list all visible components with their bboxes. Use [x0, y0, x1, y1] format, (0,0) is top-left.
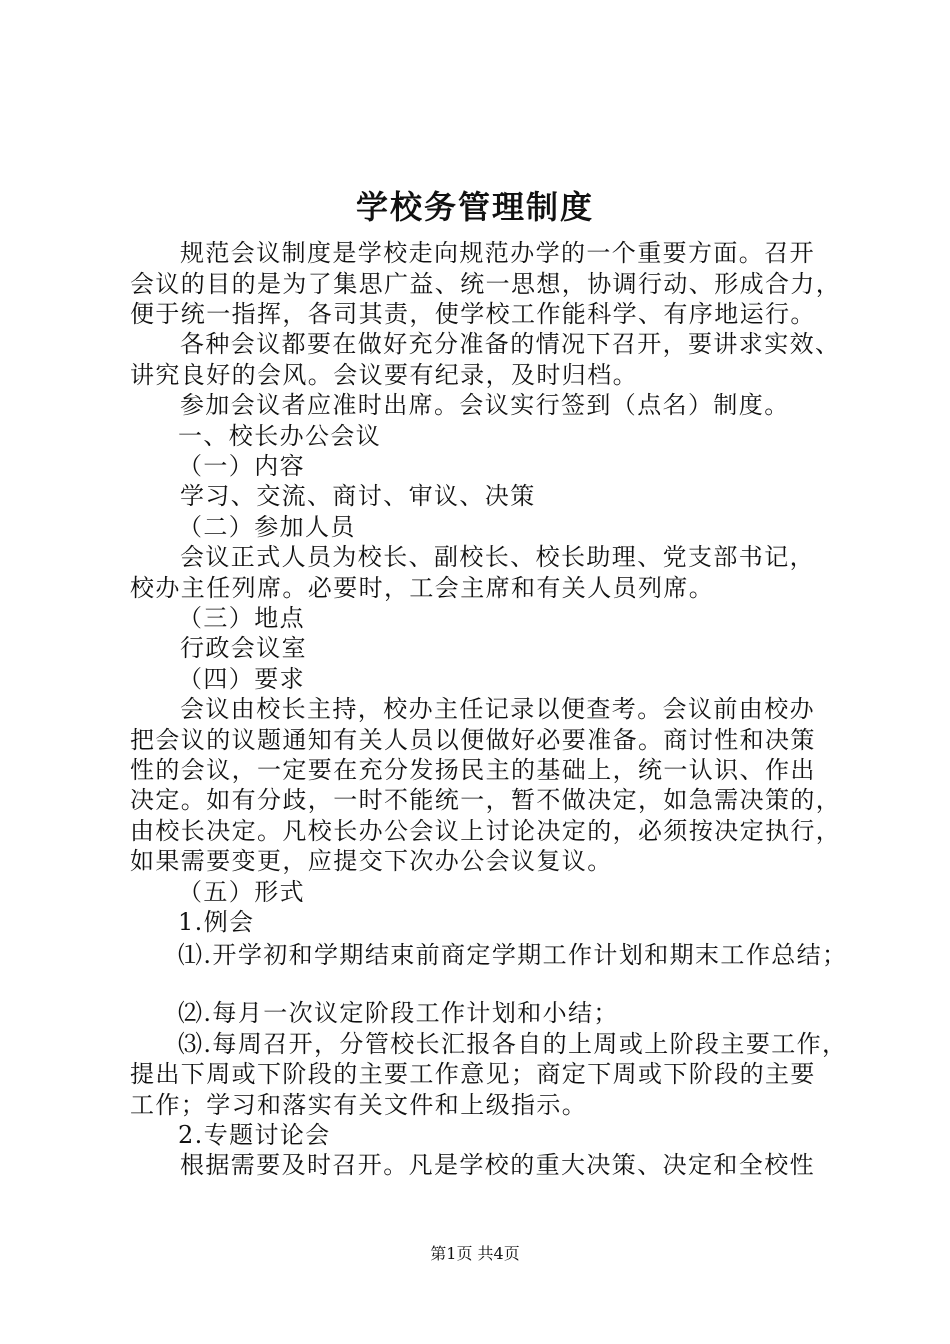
body-line: 会议正式人员为校长、副校长、校长助理、党支部书记，	[180, 543, 815, 571]
body-line: 讲究良好的会风。会议要有纪录，及时归档。	[130, 361, 638, 389]
body-line: 便于统一指挥，各司其责，使学校工作能科学、有序地运行。	[130, 300, 816, 328]
list-item: ⑴.开学初和学期结束前商定学期工作计划和期末工作总结；	[178, 941, 848, 969]
list-item: ⑶.每周召开，分管校长汇报各自的上周或上阶段主要工作，	[178, 1030, 848, 1058]
section-heading: 一、校长办公会议	[178, 422, 382, 450]
body-line: 提出下周或下阶段的主要工作意见；商定下周或下阶段的主要	[130, 1060, 816, 1088]
body-line: 校办主任列席。必要时，工会主席和有关人员列席。	[130, 574, 715, 602]
subsection-heading: （三）地点	[178, 604, 305, 632]
subsection-heading: （一）内容	[178, 452, 305, 480]
body-line: 参加会议者应准时出席。会议实行签到（点名）制度。	[180, 391, 790, 419]
body-line: 由校长决定。凡校长办公会议上讨论决定的，必须按决定执行，	[130, 817, 842, 845]
subsection-heading: （二）参加人员	[178, 513, 356, 541]
body-line: 规范会议制度是学校走向规范办学的一个重要方面。召开	[180, 239, 815, 267]
body-line: 会议的目的是为了集思广益、统一思想，协调行动、形成合力，	[130, 270, 842, 298]
body-line: 学习、交流、商讨、审议、决策	[180, 482, 536, 510]
list-item: ⑵.每月一次议定阶段工作计划和小结；	[178, 999, 619, 1027]
list-heading: 1.例会	[178, 908, 255, 936]
body-line: 工作；学习和落实有关文件和上级指示。	[130, 1091, 588, 1119]
body-line: 性的会议，一定要在充分发扬民主的基础上，统一认识、作出	[130, 756, 816, 784]
body-line: 决定。如有分歧，一时不能统一，暂不做决定，如急需决策的，	[130, 786, 842, 814]
body-line: 会议由校长主持，校办主任记录以便查考。会议前由校办	[180, 695, 815, 723]
body-line: 如果需要变更，应提交下次办公会议复议。	[130, 847, 613, 875]
list-heading: 2.专题讨论会	[178, 1121, 331, 1149]
body-line: 把会议的议题通知有关人员以便做好必要准备。商讨性和决策	[130, 726, 816, 754]
document-title: 学校务管理制度	[355, 188, 594, 226]
body-line: 各种会议都要在做好充分准备的情况下召开，要讲求实效、	[180, 330, 841, 358]
body-line: 行政会议室	[180, 634, 307, 662]
page-footer: 第1页 共4页	[430, 1244, 520, 1263]
subsection-heading: （五）形式	[178, 878, 305, 906]
body-line: 根据需要及时召开。凡是学校的重大决策、决定和全校性	[180, 1151, 815, 1179]
subsection-heading: （四）要求	[178, 665, 305, 693]
